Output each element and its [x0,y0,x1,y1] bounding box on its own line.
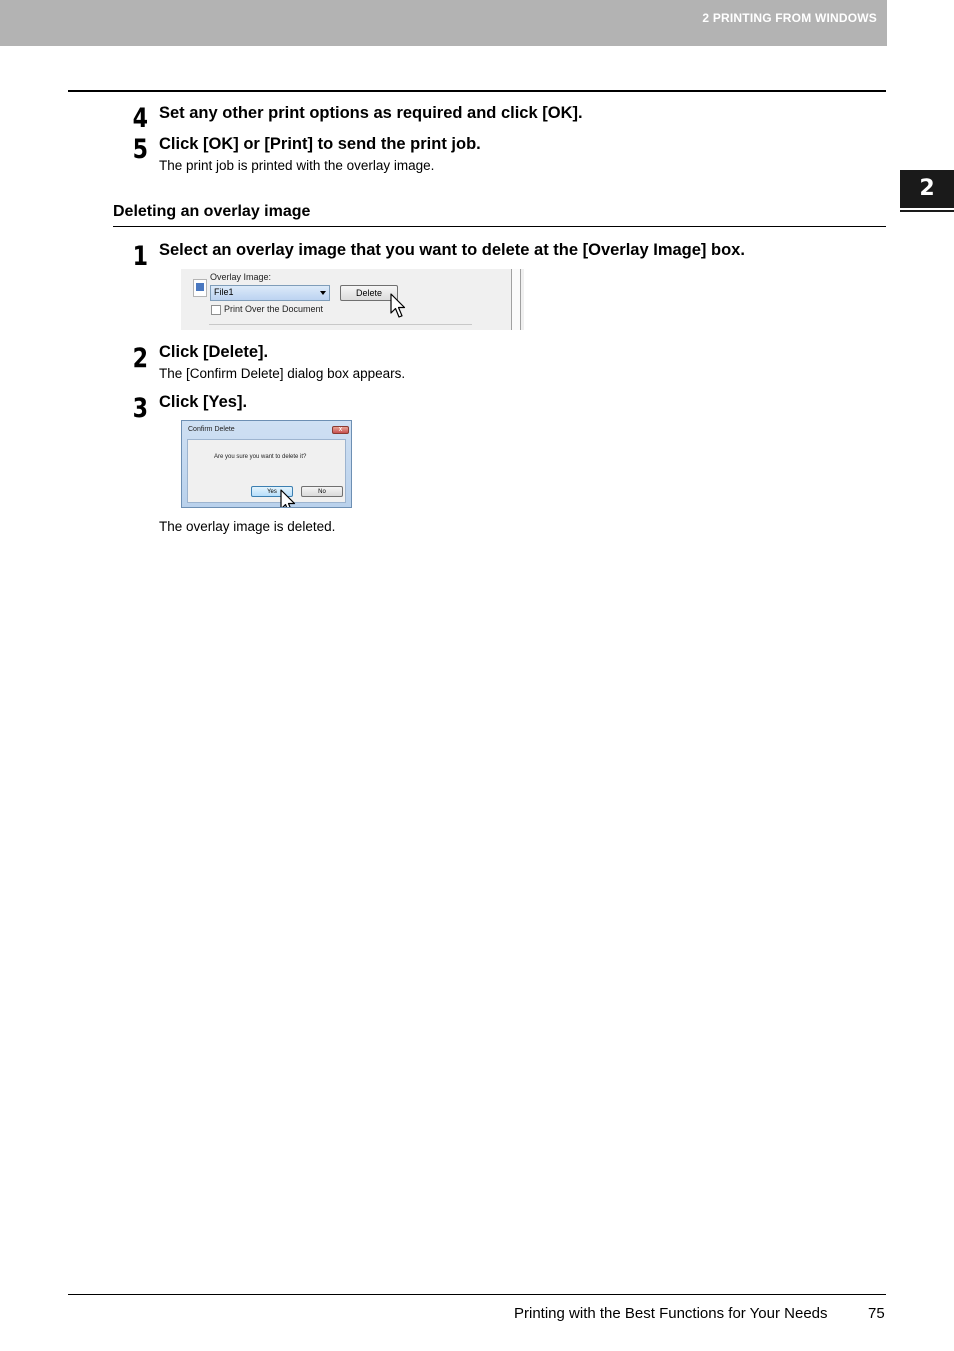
section-step-number-2: 2 [132,343,149,374]
scrollbar-track[interactable] [512,269,520,330]
print-over-document-label: Print Over the Document [224,304,324,314]
print-over-document-checkbox[interactable] [211,305,221,315]
section-step-title-1: Select an overlay image that you want to delete at the [Overlay Image] box. [159,241,745,259]
overlay-image-label: Overlay Image: [210,272,272,282]
step-number-4: 4 [132,103,149,134]
overlay-image-combobox[interactable] [210,285,330,301]
close-icon[interactable]: x [332,426,349,434]
overlay-image-value: File1 [214,287,234,297]
overlay-image-screenshot [181,269,524,330]
step-title-4: Set any other print options as required and click [OK]. [159,104,583,122]
yes-button[interactable]: Yes [251,486,293,497]
section-rule [113,226,886,227]
step-title-5: Click [OK] or [Print] to send the print job. [159,135,481,153]
separator-line [209,324,472,325]
step-number-5: 5 [132,134,149,165]
footer-rule [68,1294,886,1295]
section-step-title-2: Click [Delete]. [159,343,269,361]
footer-title: Printing with the Best Functions for Your Needs [514,1305,828,1322]
no-button[interactable]: No [301,486,343,497]
dialog-title: Confirm Delete [188,426,235,433]
confirm-message: Are you sure you want to delete it? [214,454,307,460]
confirm-delete-dialog-screenshot [181,420,352,508]
result-text: The overlay image is deleted. [159,519,336,534]
section-title: Deleting an overlay image [113,203,311,220]
section-step-title-3: Click [Yes]. [159,393,248,411]
overlay-doc-icon [193,279,207,297]
section-step-number-3: 3 [132,393,149,424]
scrollbar-edge-left [511,269,512,330]
header-bar [0,0,887,46]
section-step-desc-2: The [Confirm Delete] dialog box appears. [159,366,406,381]
scrollbar-edge-right [520,269,521,330]
chevron-down-icon [320,291,326,295]
mouse-pointer-icon [390,293,406,319]
chapter-header-label: 2 PRINTING FROM WINDOWS [702,11,877,25]
chapter-tab[interactable]: 2 [900,170,954,208]
section-step-number-1: 1 [132,241,149,272]
step-desc-5: The print job is printed with the overlay image. [159,158,435,173]
top-rule [68,90,886,92]
page-number: 75 [868,1305,885,1322]
mouse-pointer-icon [280,489,296,508]
dialog-client-area [187,439,346,503]
chapter-tab-rule [900,210,954,212]
delete-button[interactable]: Delete [340,285,398,301]
